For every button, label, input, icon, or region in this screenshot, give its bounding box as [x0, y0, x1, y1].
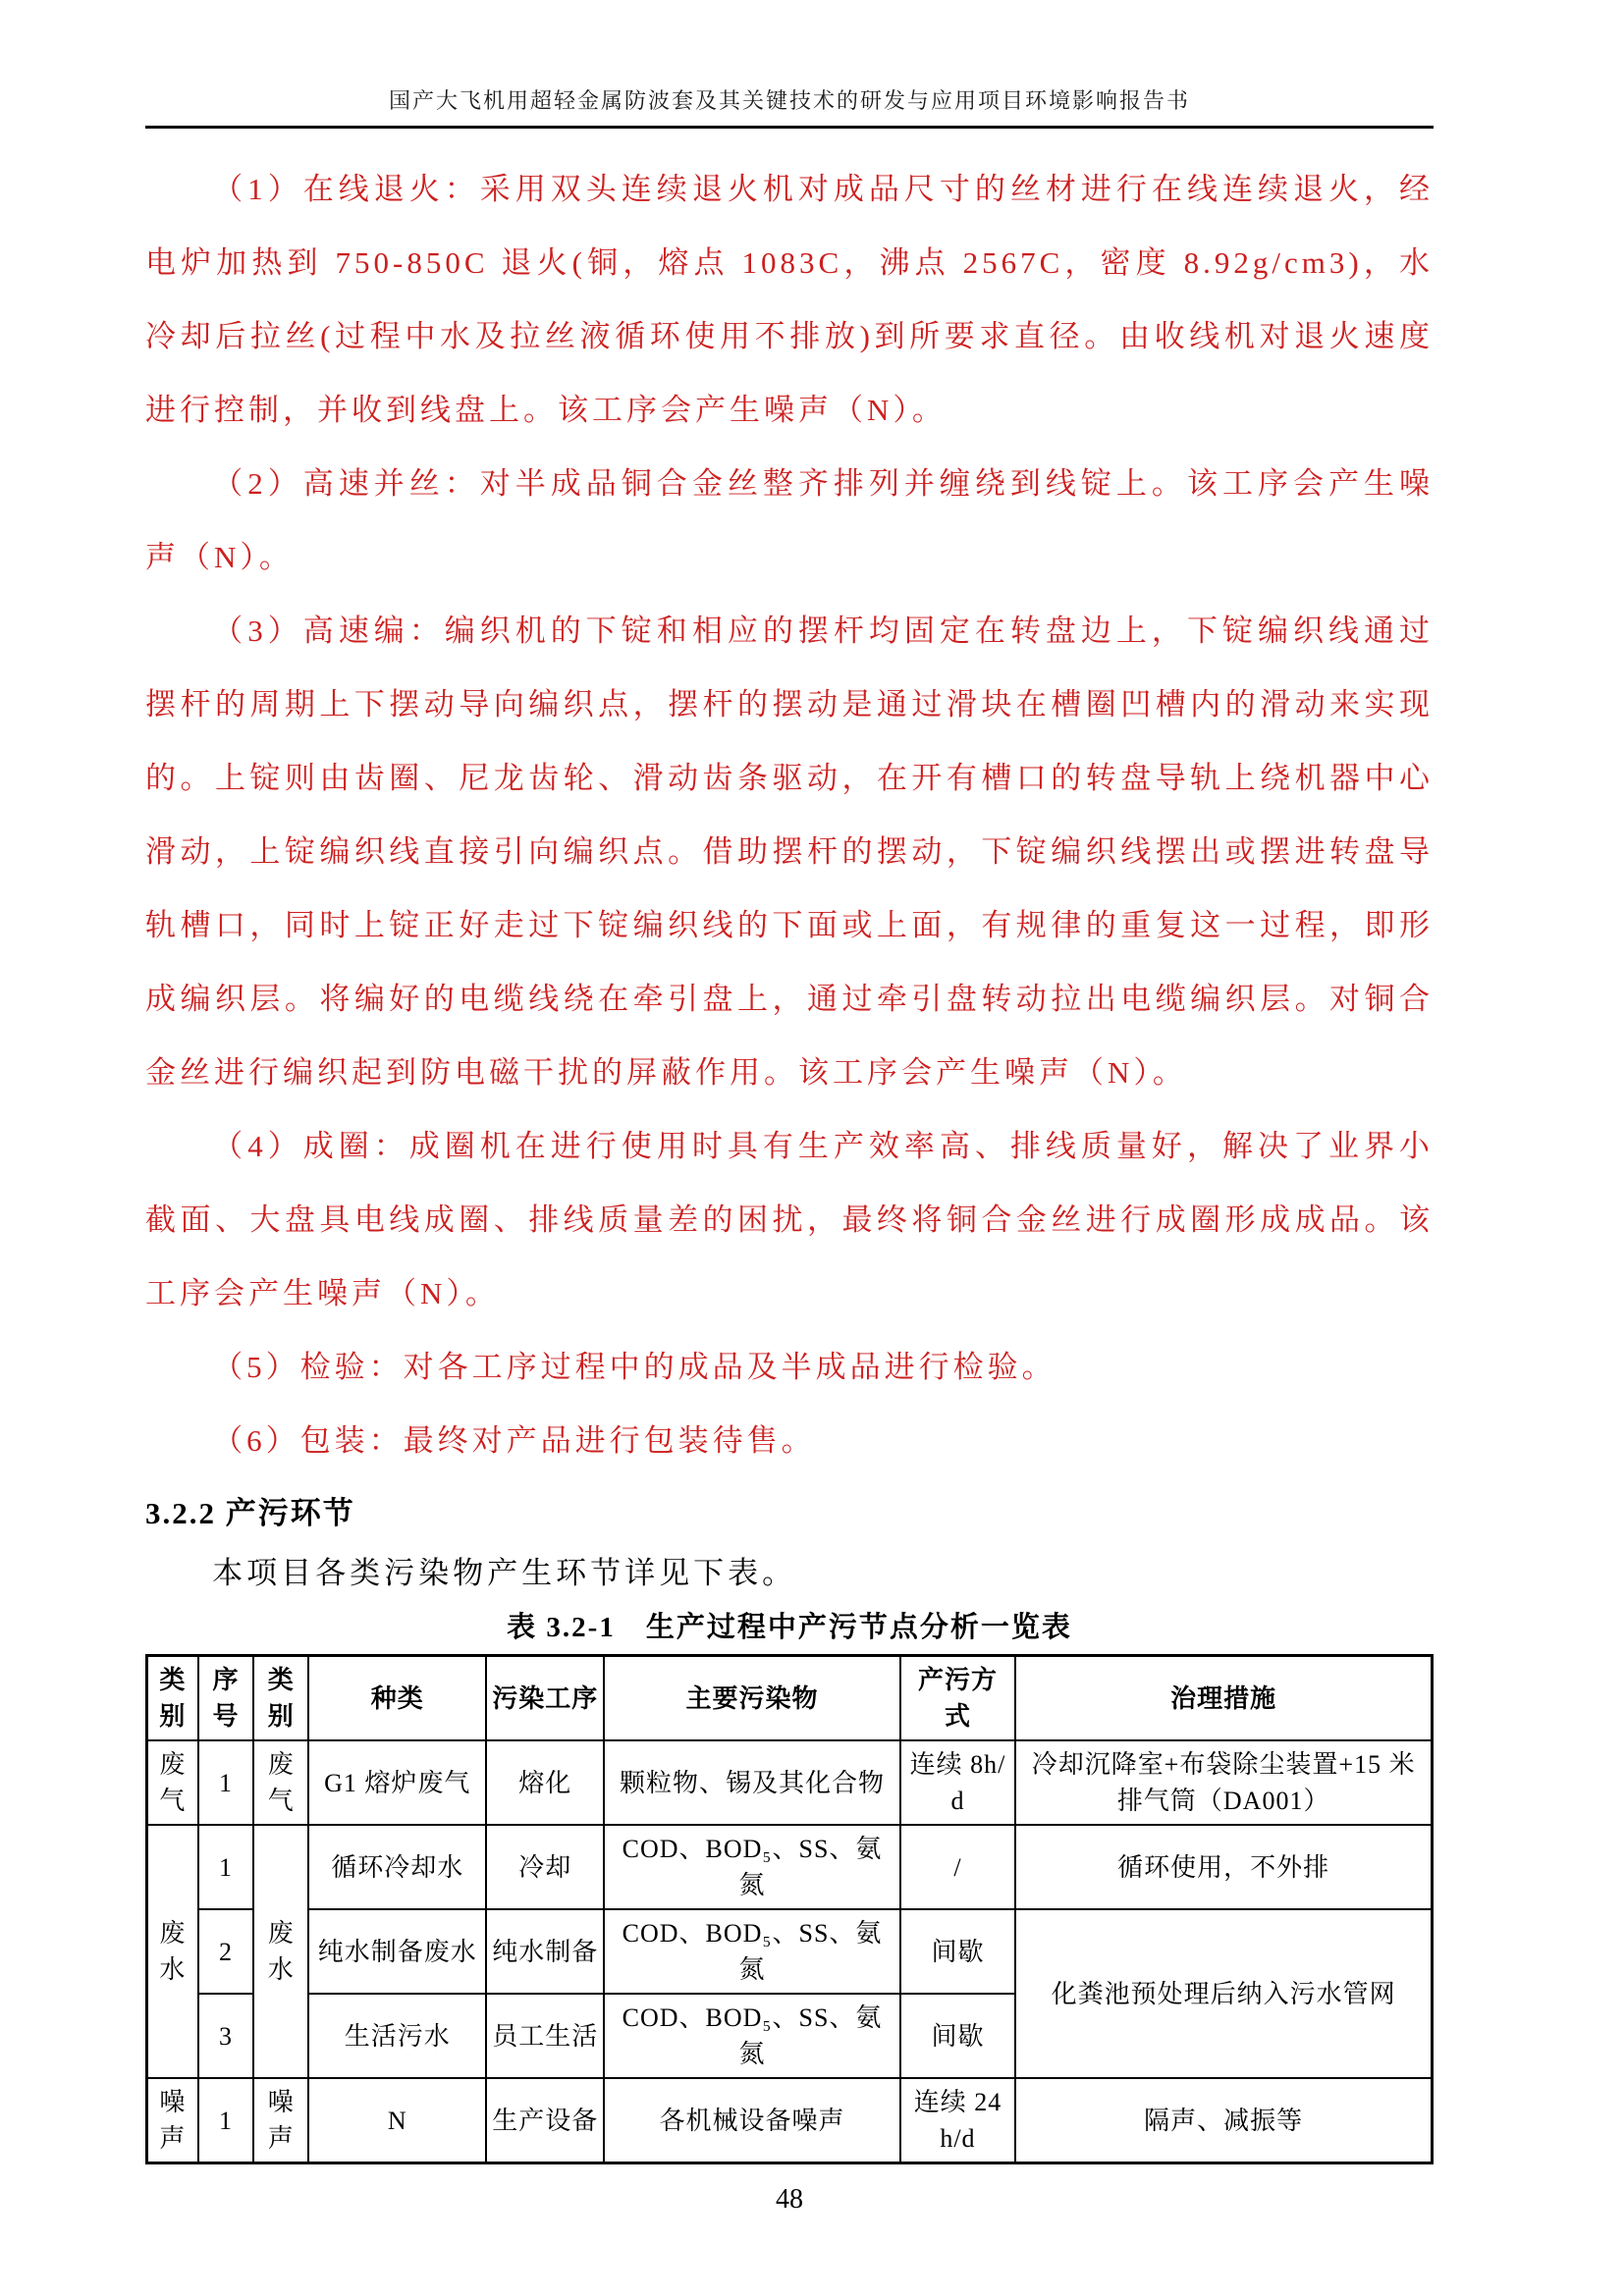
- table-cell: 各机械设备噪声: [604, 2078, 899, 2163]
- header-cell-type: 种类: [308, 1656, 486, 1741]
- table-cell: 噪声: [147, 2078, 198, 2163]
- header-cell-mode: 产污方式: [900, 1656, 1016, 1741]
- table-cell: 1: [198, 1825, 253, 1909]
- table-cell: 生产设备: [486, 2078, 604, 2163]
- paragraph-high-speed-braiding: （3）高速编：编织机的下锭和相应的摆杆均固定在转盘边上，下锭编织线通过摆杆的周期上下摆动导向编织点，摆杆的摆动是通过滑块在槽圈凹槽内的滑动来实现的。上锭则由齿圈、尼龙齿轮、滑动齿条驱动，在开有槽口的转盘导轨上绕机器中心滑动，上锭编织线直接引向编织点。借助摆杆的摆动，下锭编织线摆出或摆进转盘导轨槽口，同时上锭正好走过下锭编织线的下面或上面，有规律的重复这一过程，即形成编织层。将编好的电缆线绕在牵引盘上，通过牵引盘转动拉出电缆编织层。对铜合金丝进行编织起到防电磁干扰的屏蔽作用。该工序会产生噪声（N）。: [145, 614, 1434, 1090]
- header-cell-pollutants: 主要污染物: [604, 1656, 899, 1741]
- table-cell: 间歇: [900, 1909, 1016, 1994]
- paragraph-high-speed-doubling: （2）高速并丝：对半成品铜合金丝整齐排列并缠绕到线锭上。该工序会产生噪声（N）。: [145, 466, 1434, 574]
- pollution-analysis-table: [145, 1654, 1434, 2164]
- table-cell: 1: [198, 1740, 253, 1825]
- header-cell-serial: 序号: [198, 1656, 253, 1741]
- table-header-row: [147, 1656, 1433, 1741]
- table-cell: 废气: [253, 1740, 308, 1825]
- paragraph-coiling: （4）成圈：成圈机在进行使用时具有生产效率高、排线质量好，解决了业界小截面、大盘具电线成圈、排线质量差的困扰，最终将铜合金丝进行成圈形成成品。该工序会产生噪声（N）。: [145, 1129, 1434, 1310]
- header-cell-treatment: 治理措施: [1015, 1656, 1432, 1741]
- table-cell: G1 熔炉废气: [308, 1740, 486, 1825]
- table-row-pure-water: [147, 1909, 1433, 1994]
- page-number: 48: [776, 2184, 803, 2215]
- table-cell: 3: [198, 1994, 253, 2078]
- header-title: 国产大飞机用超轻金属防波套及其关键技术的研发与应用项目环境影响报告书: [145, 86, 1434, 129]
- table-cell-wastewater-group2: 废水: [253, 1825, 308, 2078]
- table-cell: 废气: [147, 1740, 198, 1825]
- table-cell: 连续 24h/d: [900, 2078, 1016, 2163]
- table-cell: COD、BOD₅、SS、氨氮: [604, 1994, 899, 2078]
- table-cell: 1: [198, 2078, 253, 2163]
- table-cell: 纯水制备: [486, 1909, 604, 1994]
- section-heading-3-2-2: 3.2.2 产污环节: [145, 1496, 355, 1530]
- table-row-waste-gas: [147, 1740, 1433, 1825]
- table-cell: /: [900, 1825, 1016, 1909]
- table-caption: 表 3.2-1 生产过程中产污节点分析一览表: [507, 1612, 1072, 1643]
- table-cell: COD、BOD₅、SS、氨氮: [604, 1909, 899, 1994]
- table-cell: 隔声、减振等: [1015, 2078, 1432, 2163]
- table-cell-wastewater-group: 废水: [147, 1825, 198, 2078]
- table-cell: 熔化: [486, 1740, 604, 1825]
- section-intro-text: 本项目各类污染物产生环节详见下表。: [212, 1556, 797, 1590]
- paragraph-inspection: （5）检验：对各工序过程中的成品及半成品进行检验。: [212, 1350, 1056, 1384]
- table-cell: 冷却沉降室+布袋除尘装置+15 米排气筒（DA001）: [1015, 1740, 1432, 1825]
- table-cell: COD、BOD₅、SS、氨氮: [604, 1825, 899, 1909]
- header-cell-category2: 类别: [253, 1656, 308, 1741]
- table-row-noise: [147, 2078, 1433, 2163]
- table-cell: 员工生活: [486, 1994, 604, 2078]
- table-cell: 循环使用，不外排: [1015, 1825, 1432, 1909]
- table-cell: 噪声: [253, 2078, 308, 2163]
- table-cell: 纯水制备废水: [308, 1909, 486, 1994]
- table-cell: 循环冷却水: [308, 1825, 486, 1909]
- header-cell-process: 污染工序: [486, 1656, 604, 1741]
- table-cell: 2: [198, 1909, 253, 1994]
- table-cell-septic-treatment: 化粪池预处理后纳入污水管网: [1015, 1909, 1432, 2078]
- table-cell: N: [308, 2078, 486, 2163]
- table-cell: 间歇: [900, 1994, 1016, 2078]
- paragraph-online-annealing: （1）在线退火：采用双头连续退火机对成品尺寸的丝材进行在线连续退火，经电炉加热到 750-850C 退火(铜，熔点 1083C，沸点 2567C，密度 8.92g/cm3)，水冷却后拉丝(过程中水及拉丝液循环使用不排放)到所要求直径。由收线机对退火速度进行控制，并收到线盘上。该工序会产生噪声（N）。: [145, 172, 1434, 427]
- table-cell: 颗粒物、锡及其化合物: [604, 1740, 899, 1825]
- table-cell: 连续 8h/d: [900, 1740, 1016, 1825]
- header-cell-category: 类别: [147, 1656, 198, 1741]
- table-cell: 生活污水: [308, 1994, 486, 2078]
- table-row-cooling-water: [147, 1825, 1433, 1909]
- paragraph-packaging: （6）包装：最终对产品进行包装待售。: [212, 1423, 816, 1458]
- table-cell: 冷却: [486, 1825, 604, 1909]
